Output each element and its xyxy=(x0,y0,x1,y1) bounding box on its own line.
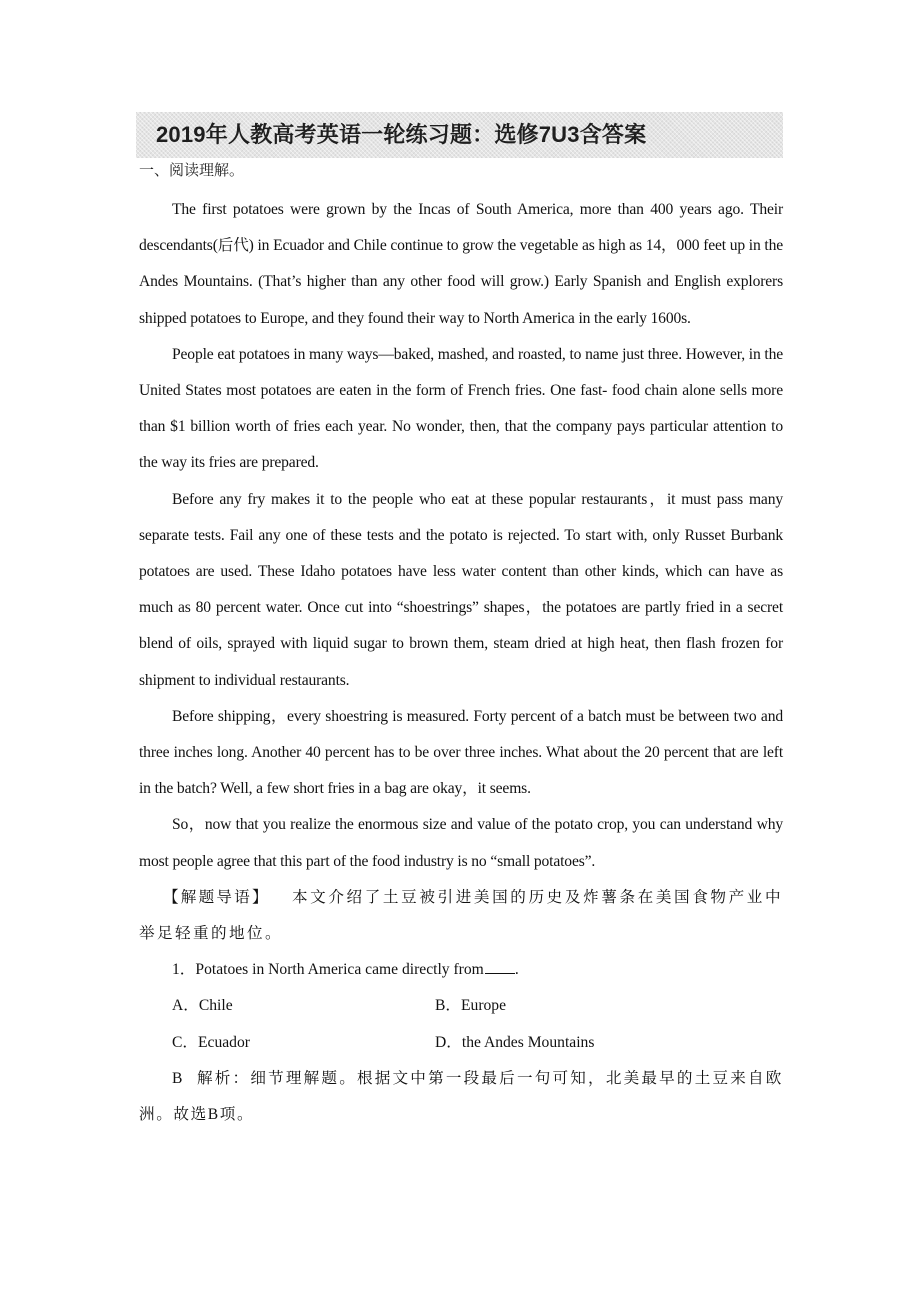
option-d xyxy=(435,1025,735,1061)
answer-blank xyxy=(485,959,515,974)
guide-text: 本文介绍了土豆被引进美国的历史及炸薯条在美国食物产业中举足轻重的地位。 xyxy=(139,888,783,943)
option-a xyxy=(172,988,435,1024)
option-letter: D． xyxy=(435,1033,462,1051)
option-letter: A． xyxy=(172,997,199,1015)
explanation-text: 解析：细节理解题。根据文中第一段最后一句可知，北美最早的土豆来自欧洲。故选B项。 xyxy=(139,1069,783,1124)
option-c xyxy=(172,1025,435,1061)
question-text: Potatoes in North America came directly from xyxy=(195,961,484,979)
question-stem xyxy=(139,952,783,988)
answer-letter: B xyxy=(172,1069,183,1087)
question-end: . xyxy=(514,961,519,979)
guide-label: 【解题导语】 xyxy=(163,888,270,906)
passage-paragraph-1: The first potatoes were grown by the Incas of South America, more than 400 years ago. Their descendants(后代) in Ecuador and Chile continue to grow the vegetable as high as 14，000 feet up in the Andes Mountains. (That’s higher than any other food will grow.) Early Spanish and English explorers shipped potatoes to Europe, and they found their way to North America in the early 1600s. xyxy=(139,201,783,327)
option-letter: C． xyxy=(172,1033,198,1051)
option-b xyxy=(435,988,735,1024)
question-number: 1． xyxy=(172,961,196,979)
passage-paragraph-4: Before shipping，every shoestring is measured. Forty percent of a batch must be between two and three inches long. Another 40 percent has to be over three inches. What about the 20 percent that are left in the batch? Well, a few short fries in a bag are okay，it seems. xyxy=(139,707,783,798)
option-text: Chile xyxy=(198,997,233,1015)
passage-paragraph-5: So，now that you realize the enormous size and value of the potato crop, you can understand why most people agree that this part of the food industry is no “small potatoes”. xyxy=(139,816,783,870)
question-1 xyxy=(139,952,783,1133)
document-title: 2019年人教高考英语一轮练习题：选修7U3含答案 xyxy=(156,122,647,147)
option-text: Europe xyxy=(461,997,507,1015)
guide-note xyxy=(139,880,783,952)
title-banner xyxy=(136,112,783,158)
option-text: Ecuador xyxy=(198,1033,250,1051)
passage-paragraph-2: People eat potatoes in many ways—baked, mashed, and roasted, to name just three. However, in the United States most potatoes are eaten in the form of French fries. One fast- food chain alone sells more than $1 billion worth of fries each year. No wonder, then, that the company pays particular attention to the way its fries are prepared. xyxy=(139,345,783,472)
options-grid xyxy=(139,988,783,1060)
option-letter: B． xyxy=(435,997,461,1015)
option-text: the Andes Mountains xyxy=(461,1033,595,1051)
reading-passage xyxy=(139,192,783,1133)
answer-explanation xyxy=(139,1061,783,1133)
passage-paragraph-3: Before any fry makes it to the people who eat at these popular restaurants，it must pass many separate tests. Fail any one of these tests and the potato is rejected. To start with, only Russet Burbank potatoes are used. These Idaho potatoes have less water content than other kinds, which can have as much as 80 percent water. Once cut into “shoestrings” shapes，the potatoes are partly fried in a secret blend of oils, sprayed with liquid sugar to brown them, steam dried at high heat, then flash frozen for shipment to individual restaurants. xyxy=(139,490,783,689)
section-heading: 一、阅读理解。 xyxy=(139,163,245,179)
